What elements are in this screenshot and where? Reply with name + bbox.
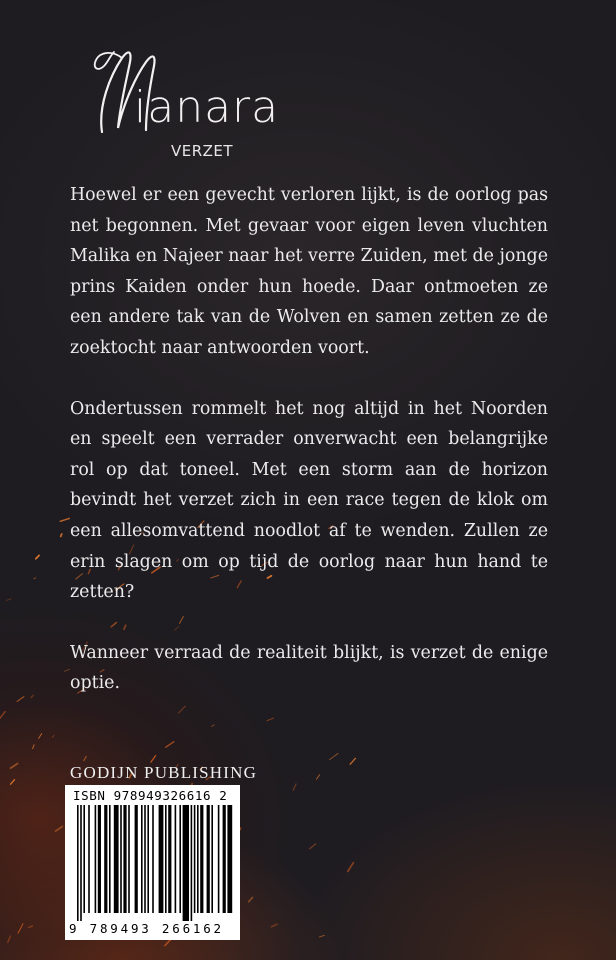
blurb bbox=[70, 180, 548, 729]
blurb-paragraph-2: Ondertussen rommelt het nog altijd in het Noorden en speelt een verrader onverwacht een belangrijke rol op dat toneel. Met een storm aan de horizon bevindt het verzet zich in een race tegen de klok om een allesomvattend noodlot af te wenden. Zullen ze erin slagen om op tijd de oorlog naar hun hand te zetten? bbox=[70, 398, 548, 603]
publisher-name: GODIJN PUBLISHING bbox=[70, 763, 258, 782]
barcode-bars bbox=[65, 805, 240, 921]
blurb-paragraph-3: Wanneer verraad de realiteit blijkt, is verzet de enige optie. bbox=[70, 642, 548, 694]
barcode-digits: 9 789493 266162 bbox=[69, 921, 224, 936]
isbn-label: ISBN 978949326616 2 bbox=[73, 788, 228, 803]
blurb-paragraph-1: Hoewel er een gevecht verloren lijkt, is de oorlog pas net begonnen. Met gevaar voor eigen leven vluchten Malika en Najeer naar het verre Zuiden, met de jonge prins Kaiden onder hun hoede. Daar ontmoeten ze een andere tak van de Wolven en samen zetten ze de zoektocht naar antwoorden voort. bbox=[70, 185, 548, 358]
logo-word: ianara bbox=[134, 82, 280, 133]
isbn-barcode bbox=[65, 785, 240, 940]
title-logo bbox=[88, 36, 328, 156]
subtitle: VERZET bbox=[171, 142, 234, 160]
